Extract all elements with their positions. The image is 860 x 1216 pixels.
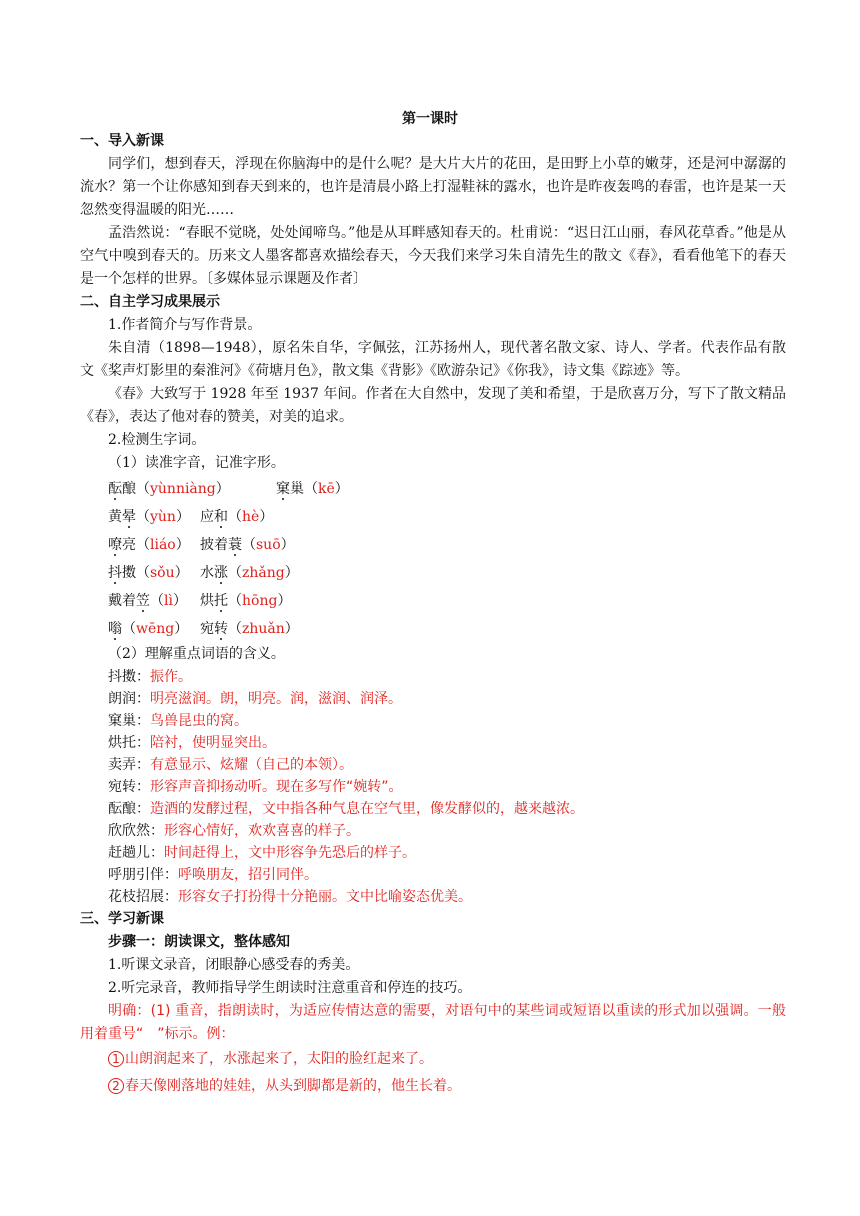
pinyin: yùn	[150, 509, 176, 525]
pinyin: hè	[242, 509, 260, 525]
vocab-word: 戴着笠（lì）	[108, 593, 187, 609]
vocab-word: 酝酿（yùnniàng）	[108, 481, 230, 497]
vocab-word: 黄晕（yùn）	[108, 509, 190, 525]
step-item-2: 2.听完录音，教师指导学生朗读时注意重音和停连的技巧。	[108, 980, 472, 996]
item-author-intro: 1.作者简介与写作背景。	[108, 317, 262, 333]
term-item: 宛转：形容声音抑扬动听。现在多写作“婉转”。	[108, 779, 403, 795]
vocab-word: 宛转（zhuǎn）	[200, 621, 299, 637]
term-item: 抖擞：振作。	[108, 669, 192, 685]
term-item: 酝酿：造酒的发酵过程，文中指各种气息在空气里，像发酵似的，越来越浓。	[108, 801, 584, 817]
section-heading-intro: 一、导入新课	[80, 133, 164, 149]
pinyin: zhǎng	[242, 565, 285, 581]
step-item-1: 1.听课文录音，闭眼静心感受春的秀美。	[108, 957, 360, 973]
vocab-row	[80, 559, 786, 587]
term-list	[80, 666, 786, 908]
vocab-word: 披着蓑（suō）	[200, 537, 295, 553]
vocab-word: 嘹亮（liáo）	[108, 537, 190, 553]
section-heading-new-lesson: 三、学习新课	[80, 911, 164, 927]
pinyin: wēng	[136, 621, 175, 637]
term-item: 卖弄：有意显示、炫耀（自己的本领）。	[108, 757, 353, 773]
author-paragraph: 朱自清（1898—1948），原名朱自华，字佩弦，江苏扬州人，现代著名散文家、诗人、学者。代表作品有散文《桨声灯影里的秦淮河》《荷塘月色》，散文集《背影》《欧游杂记》《你我》，诗文集《踪迹》等。	[80, 340, 786, 379]
term-item: 呼朋引伴：呼唤朋友，招引同伴。	[108, 867, 318, 883]
example-sentence-1: 1 山朗润起来了，水涨起来了，太阳的脸红起来了。	[80, 1046, 786, 1073]
sub-item-pronunciation: （1）读准字音，记准字形。	[108, 455, 285, 471]
vocab-word: 窠巢（kē）	[276, 481, 349, 497]
lesson-content	[80, 130, 786, 1100]
section-heading-self-study: 二、自主学习成果展示	[80, 294, 220, 310]
background-paragraph: 《春》大致写于 1928 年至 1937 年间。作者在大自然中，发现了美和希望，于是欣喜万分，写下了散文精品《春》，表达了他对春的赞美，对美的追求。	[80, 386, 786, 425]
circled-number: 2	[108, 1078, 124, 1094]
pinyin: yùnniàng	[150, 481, 216, 497]
pinyin: zhuǎn	[242, 621, 285, 637]
term-item: 烘托：陪衬，使明显突出。	[108, 735, 276, 751]
vocab-word: 应和（hè）	[200, 509, 274, 525]
item-vocab-check: 2.检测生字词。	[108, 432, 206, 448]
vocab-word: 水涨（zhǎng）	[200, 565, 299, 581]
vocab-word: 嗡（wēng）	[108, 621, 189, 637]
term-item: 赶趟儿：时间赶得上，文中形容争先恐后的样子。	[108, 845, 416, 861]
clarify-paragraph: 明确：(1) 重音，指朗读时，为适应传情达意的需要，对语句中的某些词或短语以重读的形式加以强调。一般用着重号“ ”标示。例：	[80, 1003, 786, 1042]
example-sentence-2: 2 春天像刚落地的娃娃，从头到脚都是新的，他生长着。	[80, 1073, 786, 1100]
pinyin: sǒu	[150, 565, 175, 581]
intro-paragraph-2: 孟浩然说：“春眠不觉晓，处处闻啼鸟。”他是从耳畔感知春天的。杜甫说：“迟日江山丽，春风花草香。”他是从空气中嗅到春天的。历来文人墨客都喜欢描绘春天，今天我们来学习朱自清先生的散文《春》，看看他笔下的春天是一个怎样的世界。〔多媒体显示课题及作者〕	[80, 225, 786, 287]
term-item: 朗润：明亮滋润。朗，明亮。润，滋润、润泽。	[108, 691, 402, 707]
pinyin: suō	[256, 537, 281, 553]
pinyin: lì	[164, 593, 173, 609]
term-item: 窠巢：鸟兽昆虫的窝。	[108, 713, 248, 729]
step-one-heading: 步骤一：朗读课文，整体感知	[108, 934, 290, 950]
page-title: 第一课时	[402, 111, 458, 127]
vocab-word: 抖擞（sǒu）	[108, 565, 189, 581]
pinyin: hōng	[242, 593, 278, 609]
vocab-row	[80, 531, 786, 559]
vocab-row	[80, 475, 786, 503]
vocab-list	[80, 475, 786, 643]
pinyin: liáo	[150, 537, 176, 553]
vocab-row	[80, 587, 786, 615]
vocab-row	[80, 615, 786, 643]
vocab-word: 烘托（hōng）	[200, 593, 292, 609]
intro-paragraph-1: 同学们，想到春天，浮现在你脑海中的是什么呢？是大片大片的花田，是田野上小草的嫩芽，还是河中潺潺的流水？第一个让你感知到春天到来的，也许是清晨小路上打湿鞋袜的露水，也许是昨夜轰鸣的春雷，也许是某一天忽然变得温暖的阳光……	[80, 156, 786, 218]
circled-number: 1	[108, 1051, 124, 1067]
pinyin: kē	[318, 481, 335, 497]
vocab-row	[80, 503, 786, 531]
term-item: 欣欣然：形容心情好，欢欢喜喜的样子。	[108, 823, 360, 839]
term-item: 花枝招展：形容女子打扮得十分艳丽。文中比喻姿态优美。	[108, 889, 472, 905]
sub-item-word-meaning: （2）理解重点词语的含义。	[108, 646, 285, 662]
